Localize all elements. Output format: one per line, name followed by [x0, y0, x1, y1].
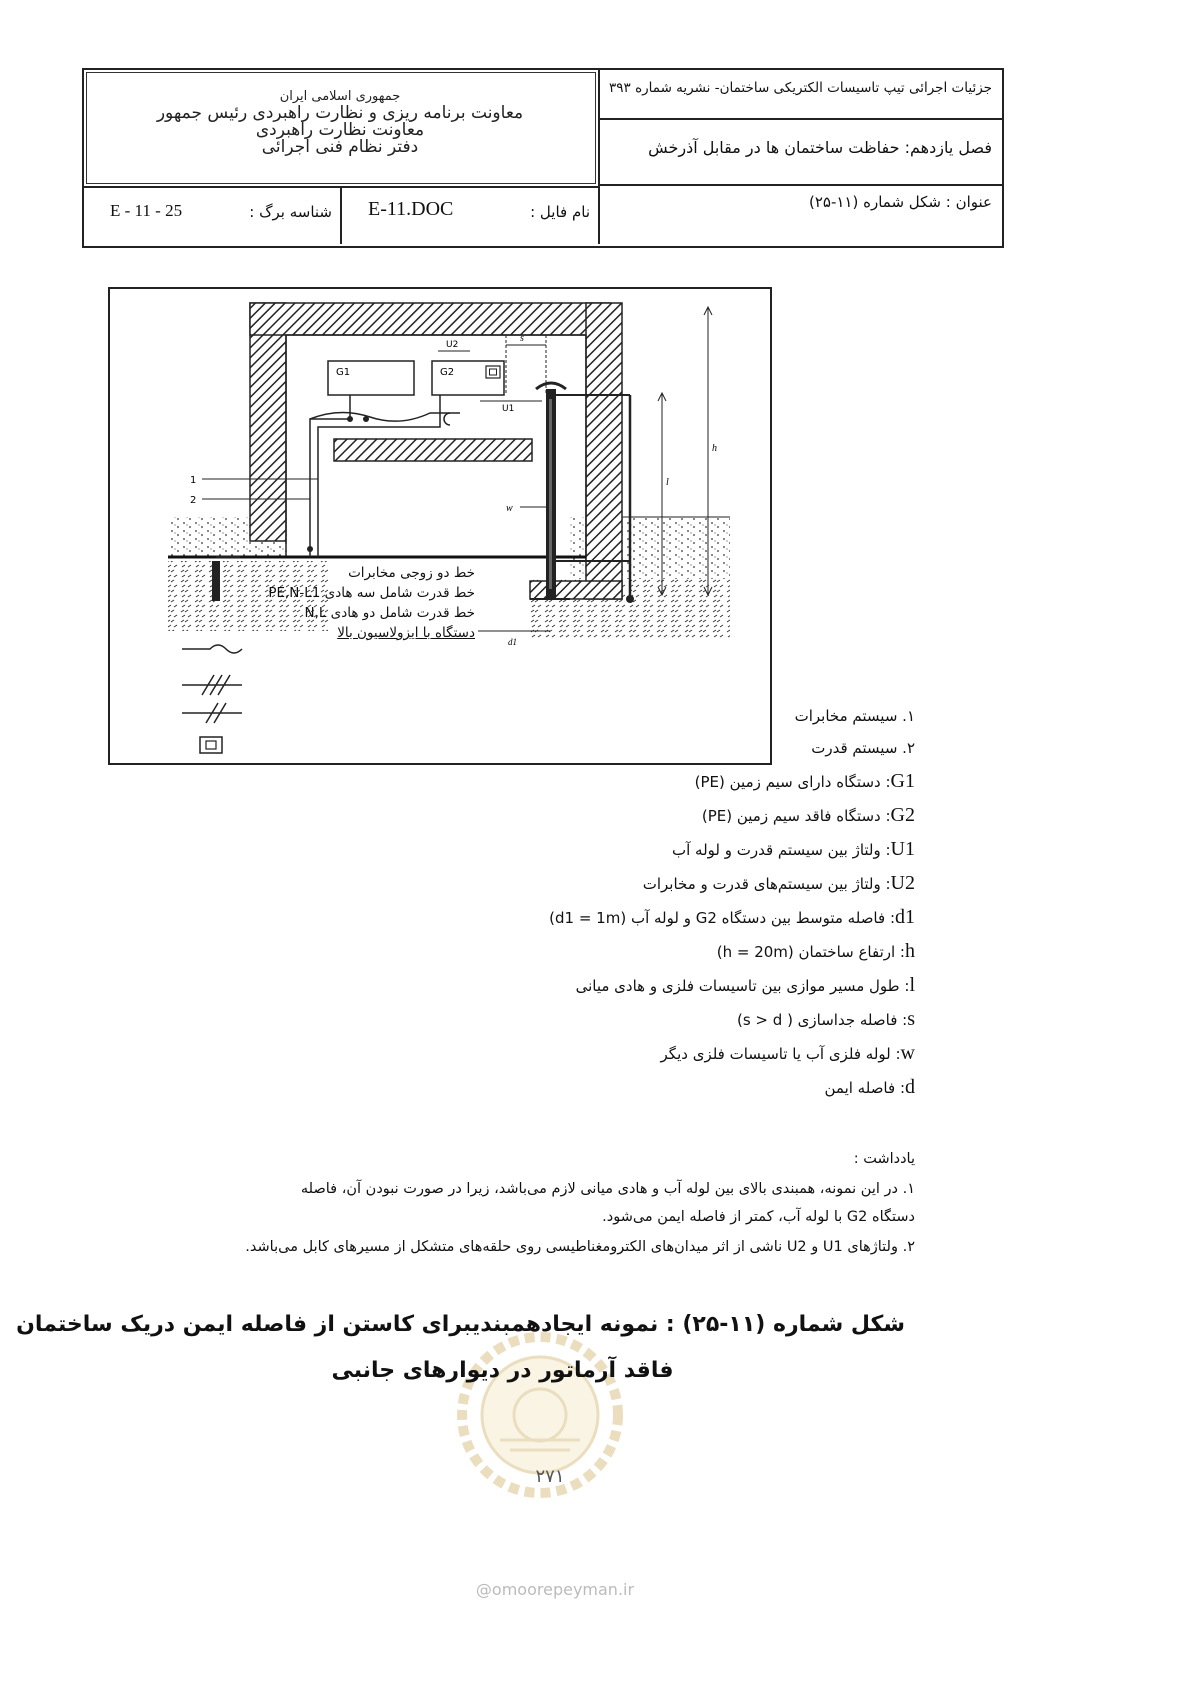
basement-slab — [530, 581, 622, 599]
website-watermark: @omoorepeyman.ir — [475, 1580, 635, 1599]
high-insulation-device — [486, 366, 500, 378]
header-divider-file — [340, 186, 342, 244]
definition-item: U2: ولتاژ بین سیستم‌های قدرت و مخابرات — [642, 872, 915, 894]
power-cable — [310, 395, 350, 557]
figure-caption-line-2: فاقد آرماتور در دیوارهای جانبی — [331, 1358, 674, 1383]
legend-power-2: خط قدرت شامل دو هادی N,L — [304, 605, 475, 621]
note-1-line-1: ۱. در این نمونه، همبندی بالای بین لوله آب و هادی میانی لازم می‌باشد، زیرا در صورت نبودن آن، فاصله — [300, 1181, 915, 1197]
definition-item: G2: دستگاه فاقد سیم زمین (PE) — [701, 804, 915, 826]
legend-device: دستگاه با ایزولاسیون بالا — [337, 625, 475, 641]
legend-symbol-device — [200, 737, 222, 753]
callout-2: 2 — [190, 495, 197, 506]
floor-slab — [334, 439, 532, 461]
header-divider-h-right2 — [598, 184, 1002, 186]
definition-item: ۲. سیستم قدرت — [811, 739, 915, 757]
definition-item: d: فاصله ایمن — [824, 1076, 915, 1098]
header-divider-v — [598, 68, 600, 244]
label-u2: U2 — [446, 340, 459, 350]
definition-item: h: ارتفاع ساختمان (h = 20m) — [716, 940, 915, 962]
label-g1: G1 — [336, 367, 351, 378]
chapter-title: فصل یازدهم: حفاظت ساختمان ها در مقابل آذرخش — [648, 138, 992, 157]
definition-item: ۱. سیستم مخابرات — [794, 707, 915, 725]
callout-1: 1 — [190, 475, 197, 486]
legend-symbol-power2 — [182, 703, 242, 723]
label-u1: U1 — [502, 404, 515, 414]
org-line-4: دفتر نظام فنی اجرائی — [261, 137, 419, 157]
label-d1: d1 — [508, 637, 517, 647]
legend-symbol-telecom — [182, 645, 242, 653]
page-number: ۲۷۱ — [535, 1466, 565, 1487]
note-2: ۲. ولتاژهای U1 و U2 ناشی از اثر میدان‌های الکترومغناطیسی روی حلقه‌های متشکل از مسیرهای کابل می‌باشد. — [245, 1239, 915, 1255]
publication-title: جزئیات اجرائی تیپ تاسیسات الکتریکی ساختمان- نشریه شماره ۳۹۳ — [609, 80, 992, 96]
legend-power-3: خط قدرت شامل سه هادی PE,N-L1 — [268, 585, 475, 601]
notes-heading: یادداشت : — [853, 1151, 915, 1167]
org-line-3: معاونت نظارت راهبردی — [255, 120, 425, 140]
legend-telecom: خط دو زوجی مخابرات — [348, 565, 475, 581]
junction-3 — [307, 546, 313, 552]
file-name: E-11.DOC — [368, 198, 454, 220]
definition-item: d1: فاصله متوسط بین دستگاه G2 و لوله آب (d1 = 1m) — [549, 906, 915, 928]
label-g2: G2 — [440, 367, 455, 378]
org-line-2: معاونت برنامه ریزی و نظارت راهبردی رئیس جمهور — [156, 103, 524, 123]
socket — [444, 413, 450, 425]
org-line-1: جمهوری اسلامی ایران — [279, 89, 401, 104]
legend-symbol-power3 — [182, 675, 242, 695]
wall-left — [250, 303, 286, 541]
definition-item: l: طول مسیر موازی بین تاسیسات فلزی و هادی میانی — [575, 974, 915, 996]
water-pipe-top — [536, 383, 566, 389]
file-label: نام فایل : — [530, 203, 590, 221]
definition-item: U1: ولتاژ بین سیستم قدرت و لوله آب — [671, 838, 915, 860]
definition-item: s: فاصله جداسازی ( s > d) — [736, 1008, 915, 1030]
wall-right — [586, 303, 622, 599]
label-h: h — [712, 443, 717, 454]
definition-item: G1: دستگاه دارای سیم زمین (PE) — [694, 770, 915, 792]
note-1-line-2: دستگاه G2 با لوله آب، کمتر از فاصله ایمن می‌شود. — [602, 1209, 915, 1225]
label-w: w — [506, 503, 513, 514]
earth-electrode — [212, 561, 220, 601]
figure-caption-line-1: شکل شماره (۱۱-۲۵) : نمونه ایجادهمبندیبرای کاستن از فاصله ایمن دریک ساختمان — [16, 1312, 905, 1337]
label-s: s — [520, 333, 524, 344]
roof — [250, 303, 610, 335]
power-distribution — [310, 412, 460, 421]
definitions-list — [380, 704, 915, 1110]
header-divider-h-right1 — [598, 118, 1002, 120]
sheet-id: E - 11 - 25 — [110, 201, 183, 220]
junction-1 — [347, 416, 353, 422]
down-conductor-earth — [626, 595, 634, 603]
water-pipe-highlight — [549, 399, 552, 589]
label-l: l — [666, 477, 669, 488]
definition-item: w: لوله فلزی آب یا تاسیسات فلزی دیگر — [660, 1042, 915, 1064]
sheet-label: شناسه برگ : — [249, 203, 332, 221]
junction-2 — [363, 416, 369, 422]
figure-title: عنوان : شکل شماره (۱۱-۲۵) — [808, 193, 992, 211]
bonding-diagram — [110, 289, 768, 761]
org-text — [90, 88, 590, 156]
